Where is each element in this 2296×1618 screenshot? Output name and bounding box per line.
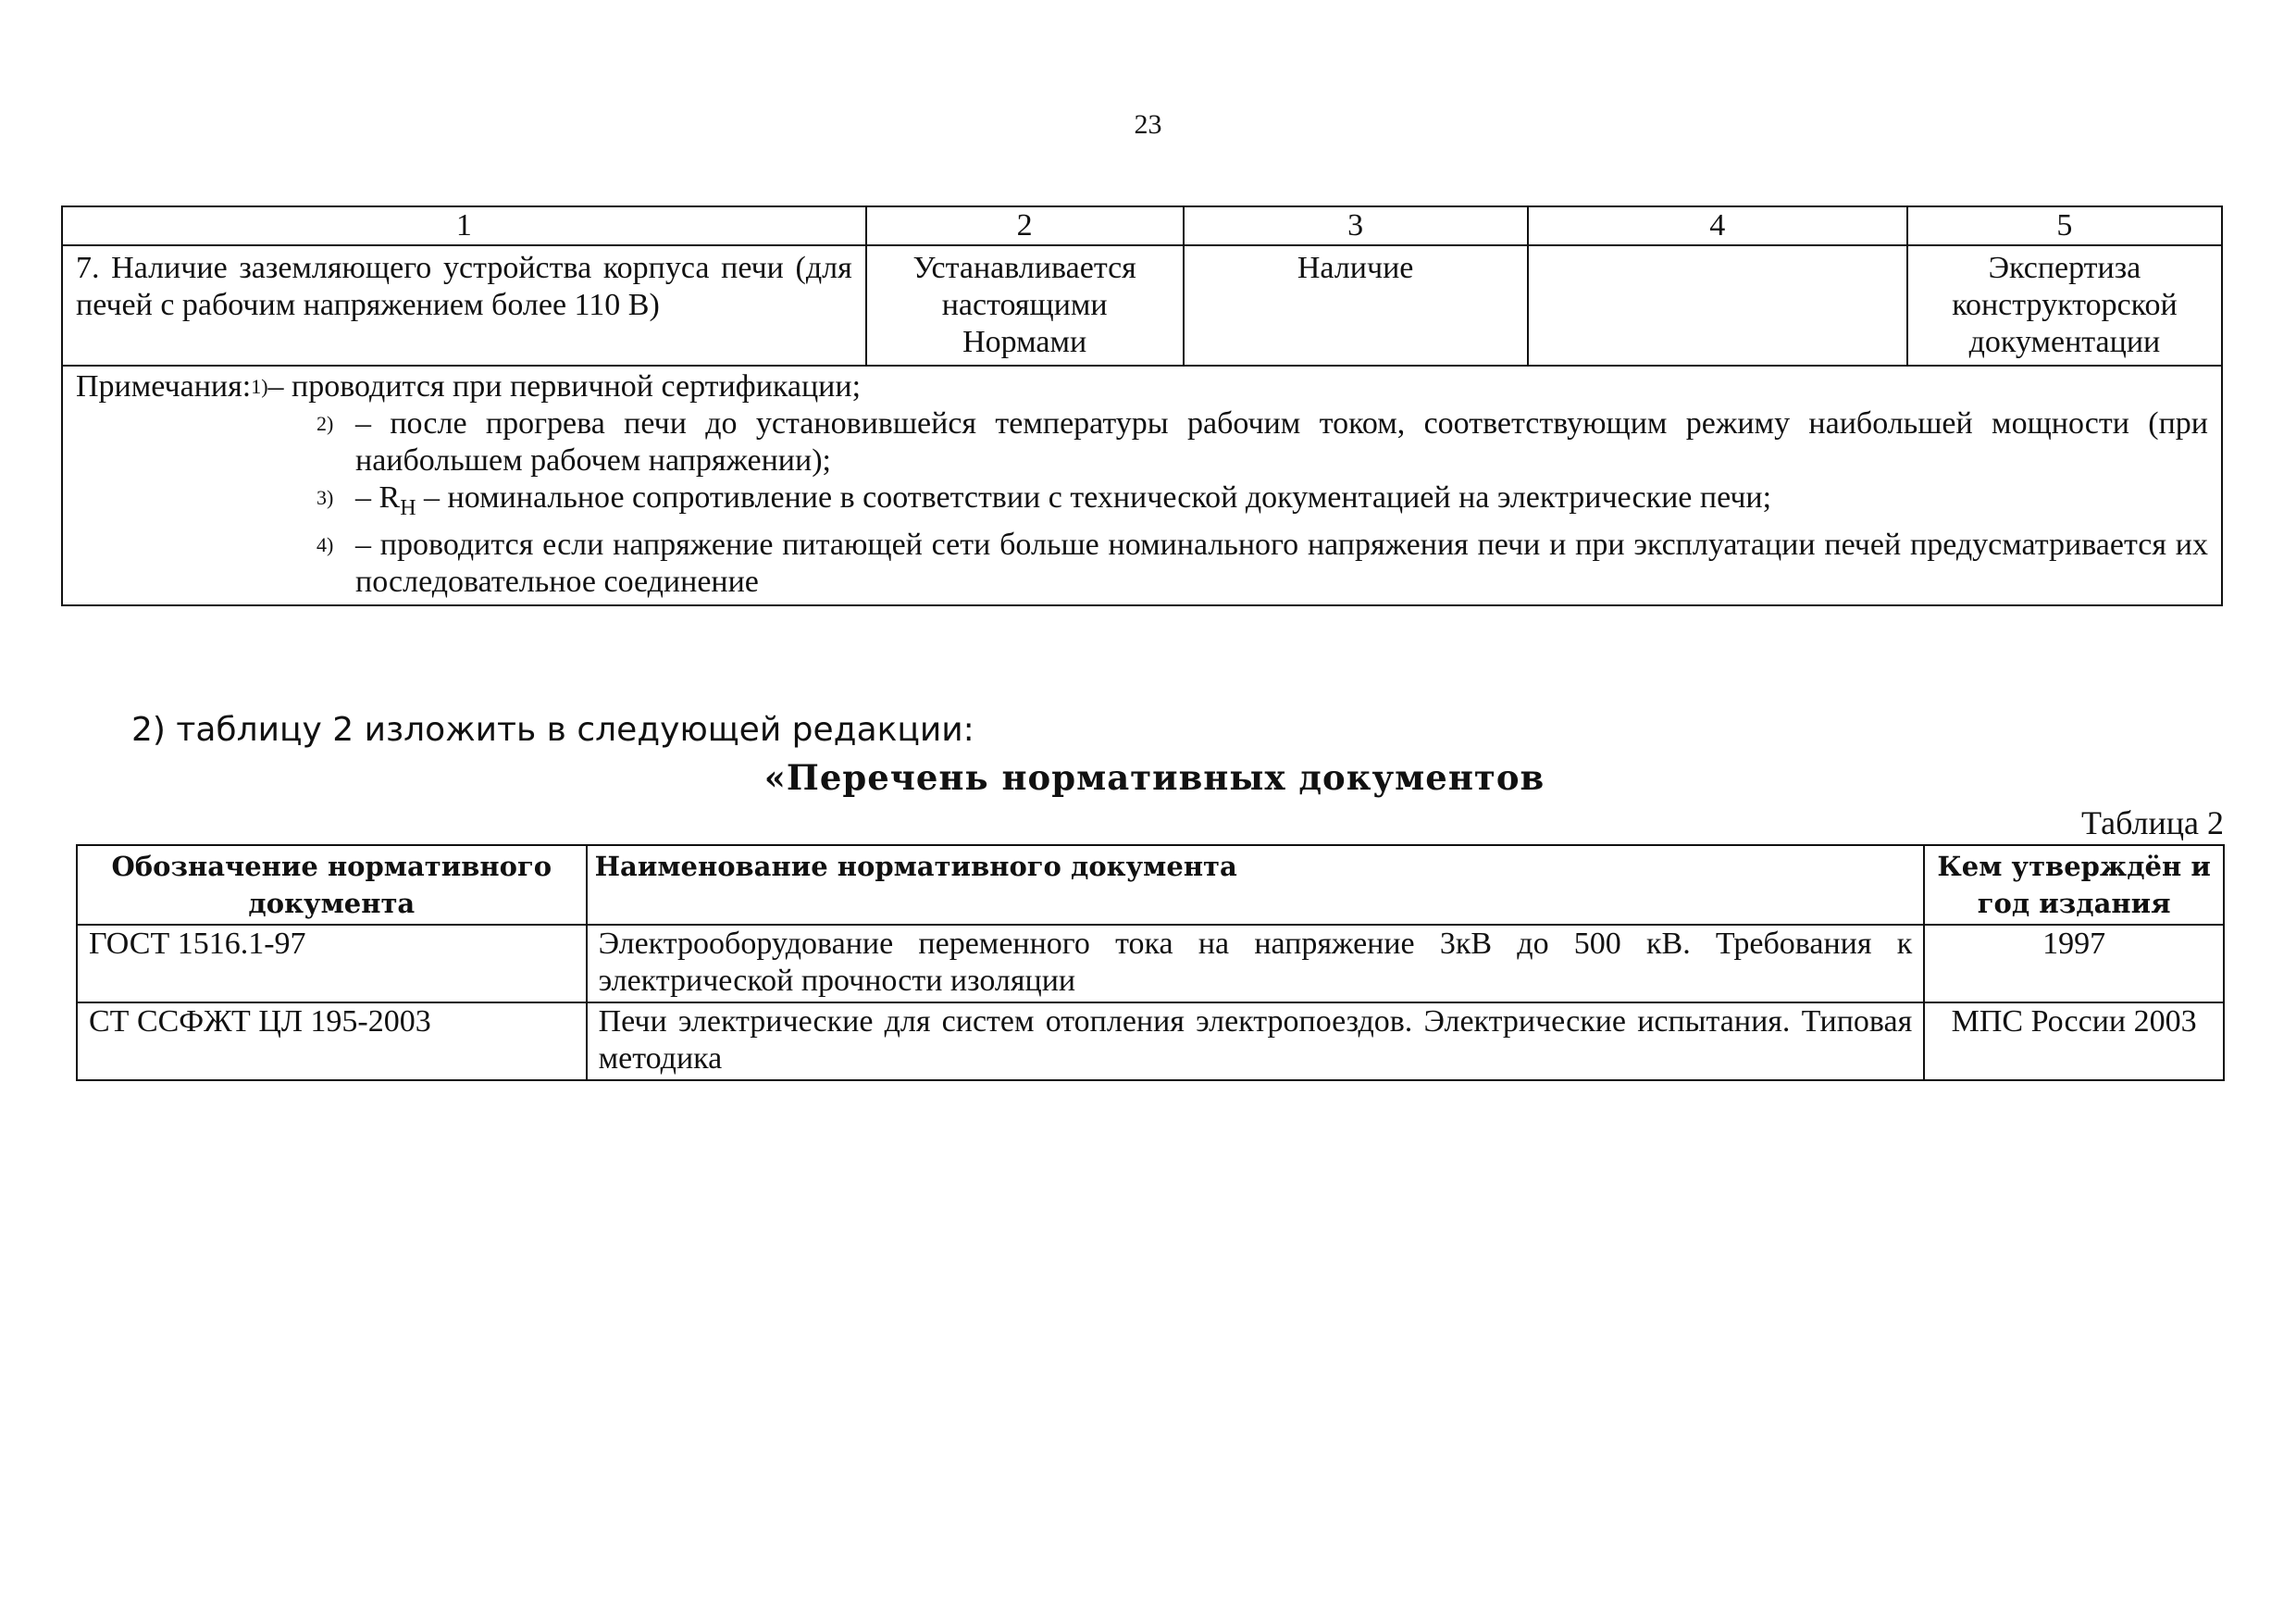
- notes-row: [62, 366, 2222, 605]
- page-number: 23: [1134, 109, 1162, 140]
- title-text: Перечень нормативных документов: [786, 757, 1545, 798]
- table-row: [77, 1002, 2224, 1080]
- note-1: [76, 368, 2208, 405]
- document-name: Печи электрические для систем отопления электропоездов. Электрические испытания. Типовая методика: [587, 1002, 1925, 1080]
- instruction-text: 2) таблицу 2 изложить в следующей редакции:: [131, 711, 974, 749]
- note-2: [76, 405, 2208, 479]
- note-text-before: – R: [355, 480, 401, 515]
- note-text: [355, 479, 2208, 527]
- norm-cell: Устанавливается настоящими Нормами: [866, 245, 1184, 366]
- column-number-5: 5: [1907, 206, 2222, 245]
- document-list-title: [0, 757, 2296, 798]
- note-marker: 1): [251, 375, 268, 398]
- note-text: – проводится при первичной сертификации;: [267, 369, 862, 404]
- column-number-3: 3: [1184, 206, 1528, 245]
- document-code: СТ ССФЖТ ЦЛ 195-2003: [77, 1002, 587, 1080]
- empty-cell: [1528, 245, 1907, 366]
- note-text: – проводится если напряжение питающей сети больше номинального напряжения печи и при эксплуатации печей предусматривается их последовательное соединение: [355, 527, 2208, 599]
- document-code: ГОСТ 1516.1-97: [77, 925, 587, 1002]
- note-marker: 2): [316, 412, 334, 435]
- table-row: [77, 925, 2224, 1002]
- note-text-after: – номинальное сопротивление в соответствии с технической документацией на электрические печи;: [416, 480, 1772, 515]
- column-number-1: 1: [62, 206, 866, 245]
- notes-cell: [62, 366, 2222, 605]
- note-marker: 3): [316, 486, 334, 509]
- requirement-cell: 7. Наличие заземляющего устройства корпуса печи (для печей с рабочим напряжением более 110 В): [62, 245, 866, 366]
- document-approved: МПС России 2003: [1924, 1002, 2224, 1080]
- column-number-2: 2: [866, 206, 1184, 245]
- notes-prefix: Примечания:: [76, 369, 252, 404]
- header-name: Наименование нормативного документа: [587, 845, 1925, 925]
- method-cell: Экспертиза конструкторской документации: [1907, 245, 2222, 366]
- note-3: [76, 479, 2208, 527]
- requirements-table-continuation: [61, 205, 2223, 606]
- column-number-row: [62, 206, 2222, 245]
- header-approved: Кем утверждён и год издания: [1924, 845, 2224, 925]
- title-quote: «: [763, 757, 787, 798]
- document-approved: 1997: [1924, 925, 2224, 1002]
- header-code: Обозначение нормативного документа: [77, 845, 587, 925]
- value-cell: Наличие: [1184, 245, 1528, 366]
- column-number-4: 4: [1528, 206, 1907, 245]
- note-subscript: H: [400, 495, 416, 520]
- document-name: Электрооборудование переменного тока на напряжение 3кВ до 500 кВ. Требования к электрической прочности изоляции: [587, 925, 1925, 1002]
- note-marker: 4): [316, 532, 334, 556]
- note-4: [76, 527, 2208, 601]
- table-row: [62, 245, 2222, 366]
- table-header-row: [77, 845, 2224, 925]
- note-text: – после прогрева печи до установившейся температуры рабочим током, соответствующим режиму наибольшей мощности (при наибольшем рабочем напряжении);: [355, 406, 2208, 478]
- table-label: Таблица 2: [2081, 804, 2224, 841]
- normative-documents-table: [76, 844, 2225, 1081]
